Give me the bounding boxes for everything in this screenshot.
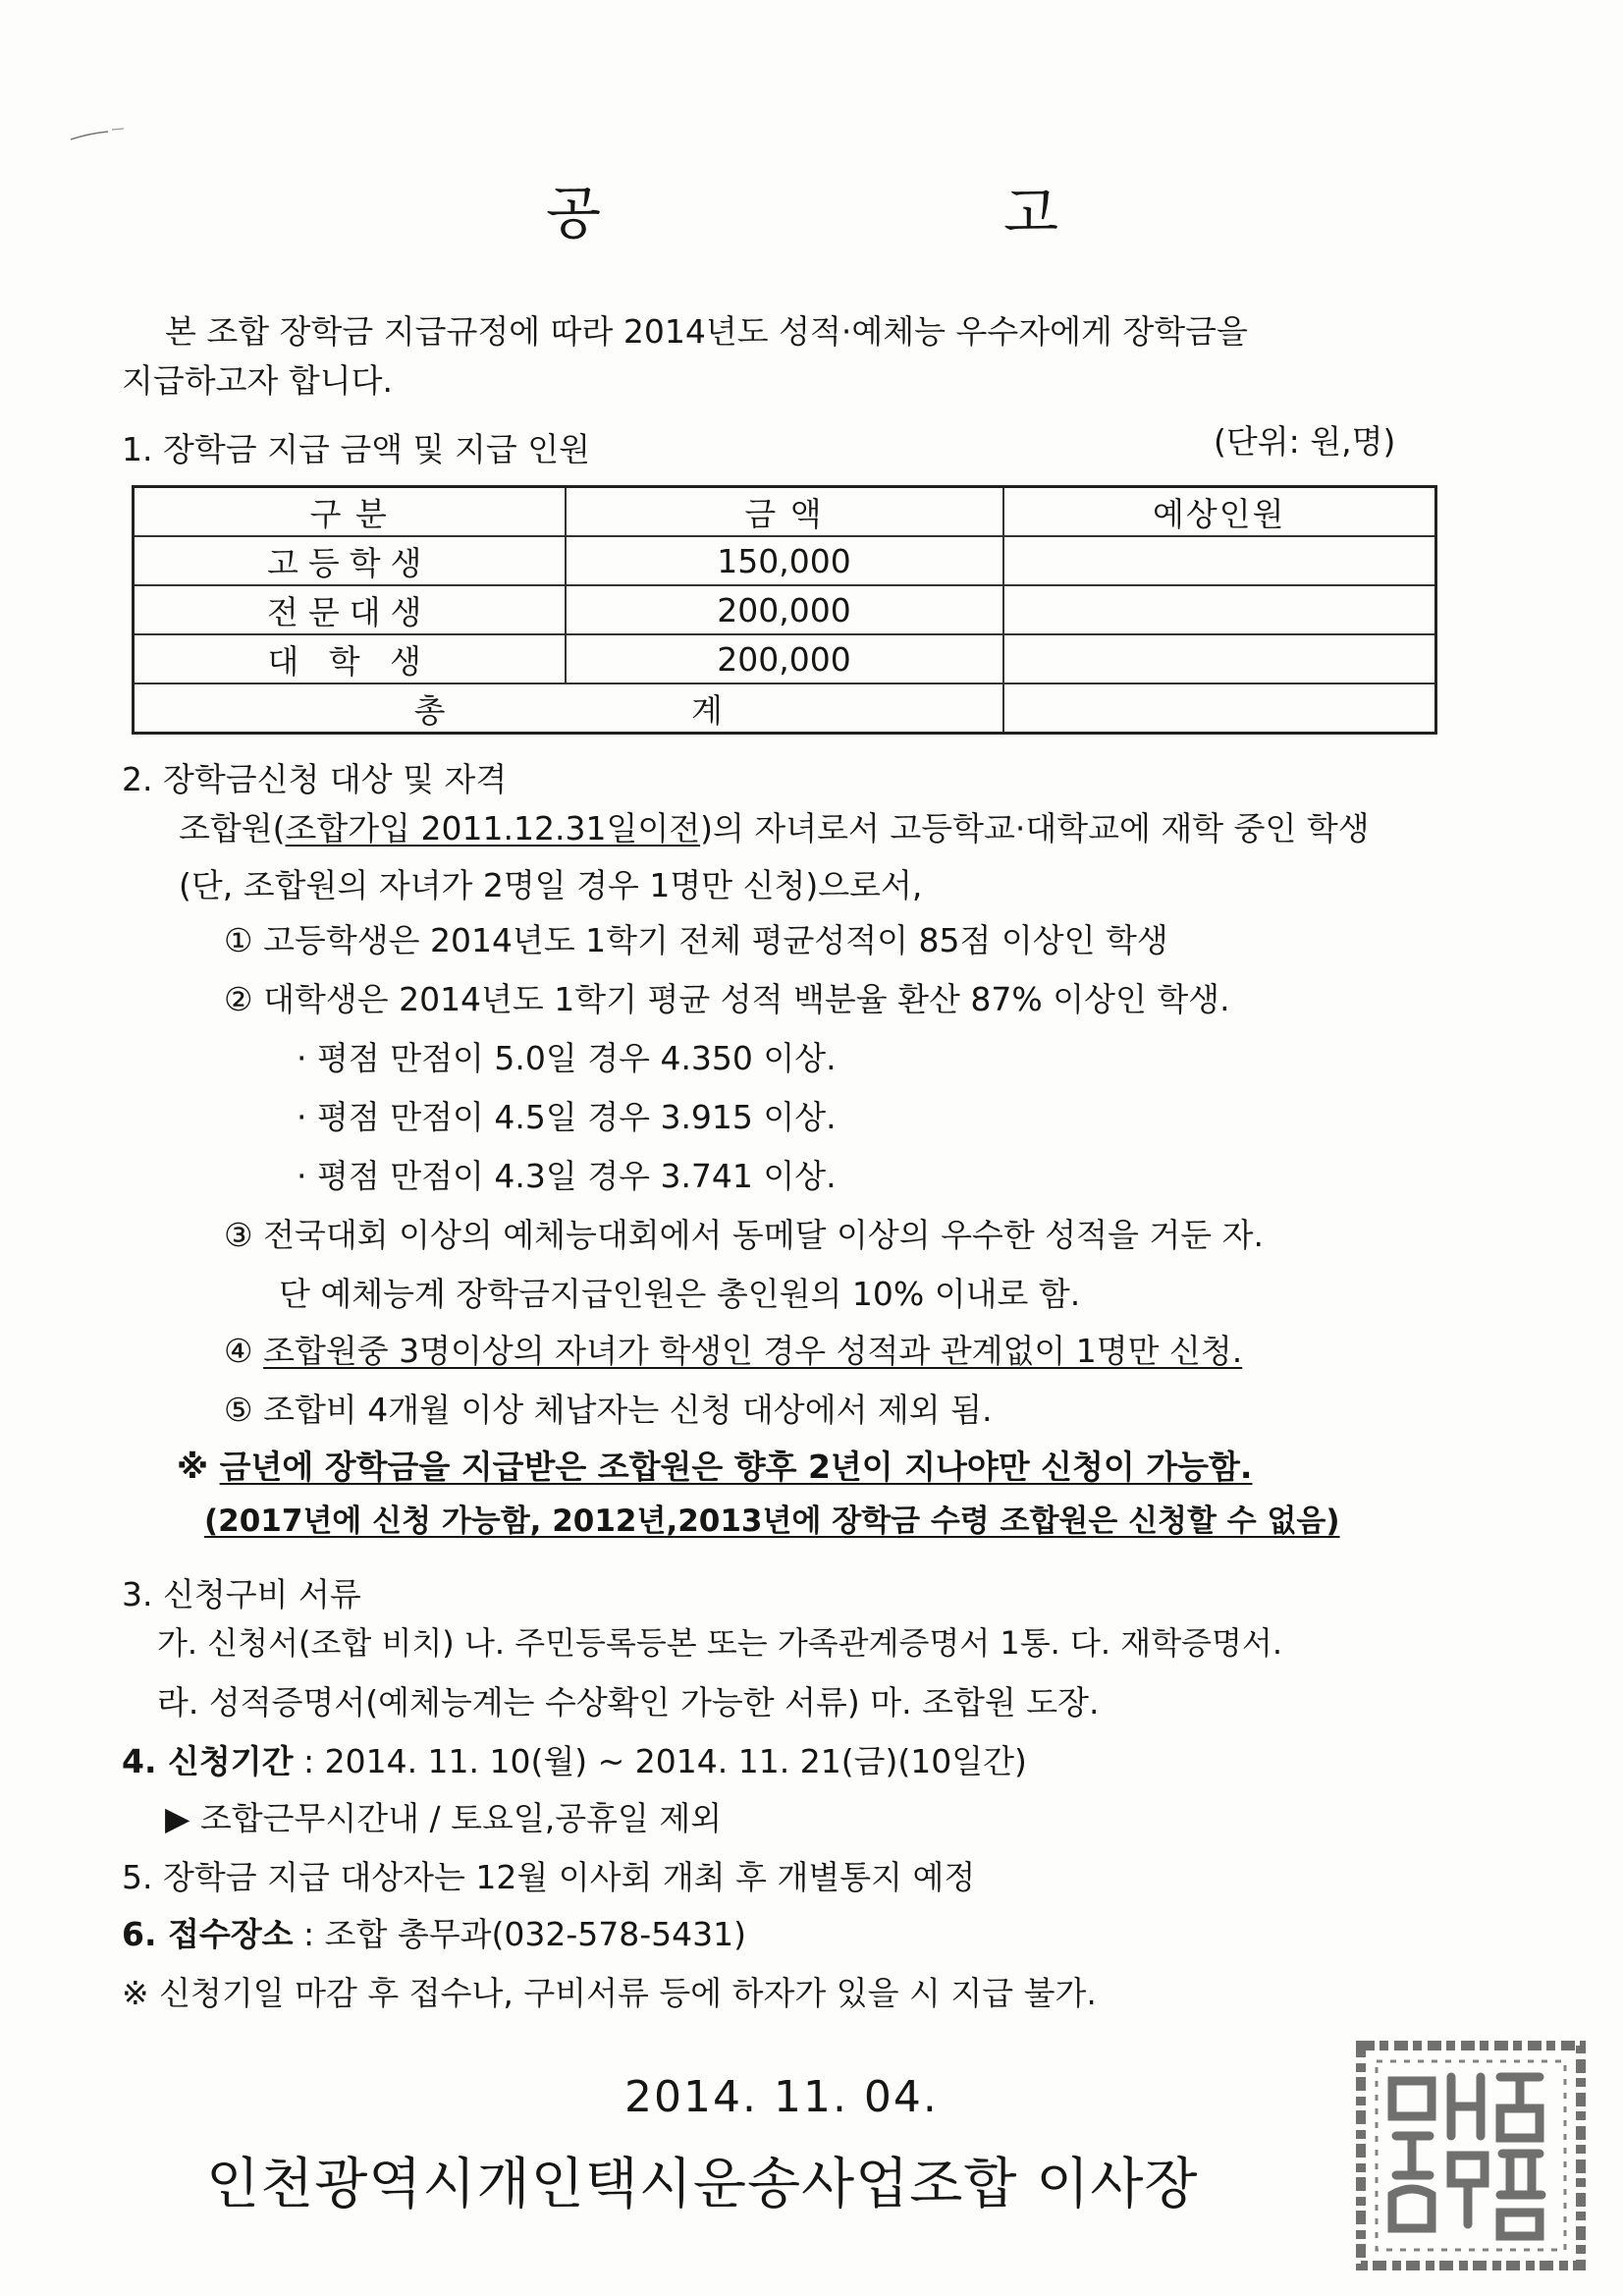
item4-marker: ④	[224, 1332, 253, 1370]
final-note: ※ 신청기일 마감 후 접수나, 구비서류 등에 하자가 있을 시 지급 불가.	[122, 1974, 1097, 2012]
table-row	[134, 536, 1436, 585]
item4-text: 조합원중 3명이상의 자녀가 학생인 경우 성적과 관계없이 1명만 신청.	[263, 1332, 1243, 1370]
note-line-2: (2017년에 신청 가능함, 2012년,2013년에 장학금 수령 조합원은 신청할 수 없음)	[204, 1503, 1340, 1539]
intro-line-2: 지급하고자 합니다.	[122, 361, 394, 400]
section2-line-2: (단, 조합원의 자녀가 2명일 경우 1명만 신청)으로서,	[179, 866, 923, 904]
reception-place: : 조합 총무과(032-578-5431)	[293, 1915, 746, 1953]
notice-date: 2014. 11. 04.	[624, 2072, 939, 2122]
section2-heading: 2. 장학금신청 대상 및 자격	[122, 760, 508, 798]
total-label-cell	[134, 683, 1003, 734]
amount-cell: 200,000	[566, 585, 1003, 634]
criteria-item-5: ⑤ 조합비 4개월 이상 체납자는 신청 대상에서 제외 됨.	[224, 1391, 993, 1429]
total-label: 총 계	[413, 690, 723, 730]
header-amount: 금 액	[566, 487, 1003, 537]
total-count-cell	[1003, 683, 1436, 734]
header-expected-count: 예상인원	[1003, 487, 1436, 537]
amount-cell: 150,000	[566, 536, 1003, 585]
section4-line	[122, 1744, 1027, 1779]
membership-date-condition: 조합가입 2011.12.31일이전	[285, 809, 701, 847]
title-right-char: 고	[1003, 180, 1061, 246]
table-header-row	[134, 487, 1436, 537]
note1-text: 금년에 장학금을 지급받은 조합원은 향후 2년이 지나야만 신청이 가능함.	[219, 1448, 1253, 1486]
criteria-item-4	[224, 1334, 1242, 1369]
official-seal-icon	[1353, 2038, 1589, 2273]
documents-line-1: 가. 신청서(조합 비치) 나. 주민등록등본 또는 가족관계증명서 1통. 다. 재학증명서.	[157, 1624, 1283, 1662]
section4-sub: ▶ 조합근무시간내 / 토요일,공휴일 제외	[165, 1799, 723, 1837]
table-total-row	[134, 683, 1436, 734]
note-mark: ※	[177, 1448, 209, 1486]
count-cell	[1003, 634, 1436, 683]
count-cell	[1003, 585, 1436, 634]
section3-heading: 3. 신청구비 서류	[122, 1575, 361, 1613]
organization-name: 인천광역시개인택시운송사업조합 이사장	[206, 2153, 1199, 2216]
section5-text: 5. 장학금 지급 대상자는 12월 이사회 개최 후 개별통지 예정	[122, 1858, 976, 1896]
section1-heading: 1. 장학금 지급 금액 및 지급 인원	[122, 430, 590, 468]
application-period: : 2014. 11. 10(월) ~ 2014. 11. 21(금)(10일간)	[293, 1742, 1027, 1780]
gpa-rule-3: · 평점 만점이 4.3일 경우 3.741 이상.	[297, 1157, 837, 1195]
table-row	[134, 585, 1436, 634]
criteria-item-1: ① 고등학생은 2014년도 1학기 전체 평균성적이 85점 이상인 학생	[224, 921, 1168, 959]
scholarship-amount-table	[132, 485, 1437, 735]
section4-heading: 4. 신청기간	[122, 1742, 294, 1780]
category-cell: 전문대생	[134, 585, 566, 634]
amount-cell: 200,000	[566, 634, 1003, 683]
gpa-rule-1: · 평점 만점이 5.0일 경우 4.350 이상.	[297, 1039, 837, 1077]
category-cell: 고등학생	[134, 536, 566, 585]
header-category: 구 분	[134, 487, 566, 537]
documents-line-2: 라. 성적증명서(예체능계는 수상확인 가능한 서류) 마. 조합원 도장.	[157, 1683, 1100, 1722]
criteria-item-3: ③ 전국대회 이상의 예체능대회에서 동메달 이상의 우수한 성적을 거둔 자.	[224, 1216, 1264, 1254]
scan-speck-mark	[69, 128, 128, 141]
category-cell: 대 학 생	[134, 634, 566, 683]
title-left-char: 공	[546, 180, 604, 246]
section6-line	[122, 1917, 746, 1952]
gpa-rule-2: · 평점 만점이 4.5일 경우 3.915 이상.	[297, 1098, 837, 1136]
section2-line-1	[179, 811, 1370, 847]
table-row	[134, 634, 1436, 683]
count-cell	[1003, 536, 1436, 585]
section2-line1-post: )의 자녀로서 고등학교·대학교에 재학 중인 학생	[700, 809, 1370, 847]
section6-heading: 6. 접수장소	[122, 1915, 294, 1953]
criteria-item-2: ② 대학생은 2014년도 1학기 평균 성적 백분율 환산 87% 이상인 학생.	[224, 980, 1230, 1018]
unit-note: (단위: 원,명)	[1214, 422, 1396, 461]
section2-line1-pre: 조합원(	[179, 809, 286, 847]
note-line-1	[177, 1449, 1252, 1485]
criteria-item-3-note: 단 예체능계 장학금지급인원은 총인원의 10% 이내로 함.	[279, 1275, 1081, 1313]
intro-line-1: 본 조합 장학금 지급규정에 따라 2014년도 성적·예체능 우수자에게 장학금을	[165, 312, 1248, 351]
